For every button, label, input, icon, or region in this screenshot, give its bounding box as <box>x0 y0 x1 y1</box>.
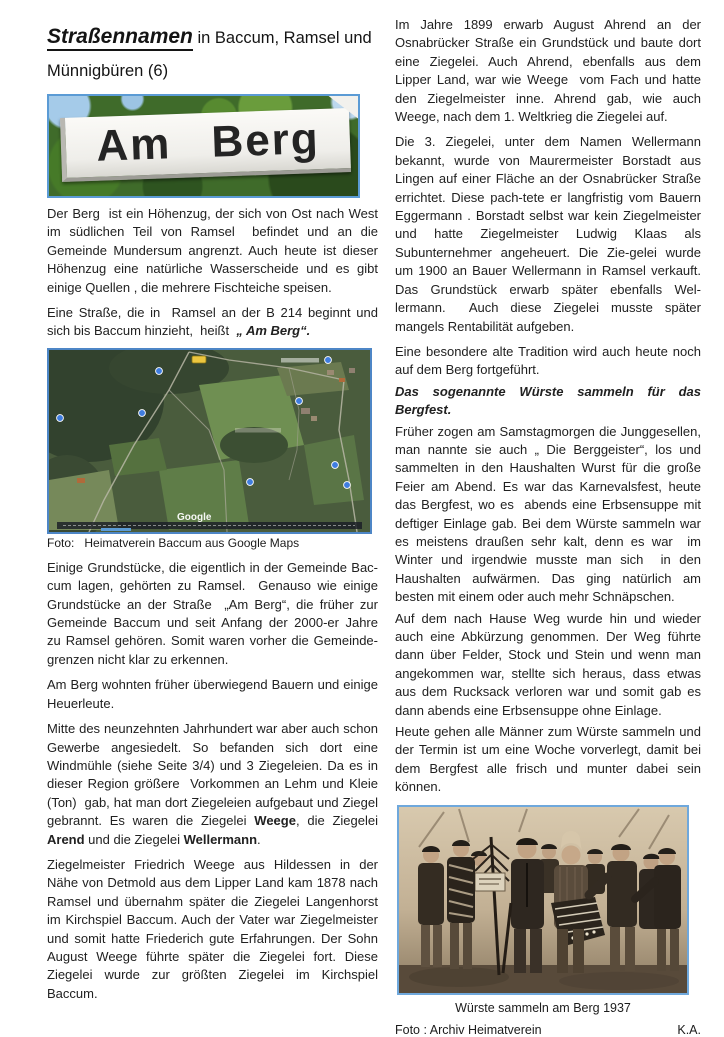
paragraph: Ziegelmeister Friedrich Weege aus Hildessen in der Nähe von Detmold aus dem Lipper Land kam 1878 nach Ramsel und übernahm später die Ziegelei Langenhorst im Kirchspiel Baccum. Auch der Vater war Ziegelmeister und somit hatte Friederich gute Erfahrungen. Der Sohn August Weege führte später die Ziegelei fort. Diese Ziegelei wurde zur größten Ziegelei im Kirchspiel Baccum. <box>47 856 382 1001</box>
paragraph: Am Berg wohnten früher überwiegend Bauern und einige Heuerleute. <box>47 677 382 711</box>
map-pin-icon <box>296 397 303 404</box>
map-pin-icon <box>156 367 163 374</box>
group-photo-illustration <box>397 805 689 995</box>
map-pin-icon <box>325 356 332 363</box>
paragraph: Früher zogen am Samstagmorgen die Junggesellen, man nannte sie auch „ Die Berggeister“, los und sammelten in den Haushalten Wurst für die große Feier am Abend. Es war das Karnevalsfest, heute das Bergfest, wo es abends eine Erbsensuppe mit deftiger Einlage gab. Bei dem Würste sammeln war es meistens draußen sehr kalt, denn es war im Winter und irgendwie musste man sich in den Haushalten aufwärmen. Das ging natürlich am besten mit einem oder auch mehr Schnäpschen. <box>395 423 705 605</box>
intro-paragraphs <box>47 205 382 341</box>
street-sign-text: Am Berg <box>95 114 321 171</box>
paragraph: Im Jahre 1899 erwarb August Ahrend an der Osnabrücker Straße ein Grundstück und baute dort eine Ziegelei. Auch Ahrend, ebenfalls aus dem Lipper Land, war wie Weege vom Fach und hatte den Ziegelmeister inne. Ahrend gab, wie auch Weege, nach dem 1. Weltkrieg die Ziegelei auf. <box>395 17 705 125</box>
aerial-map-image <box>47 348 372 534</box>
map-pin-icon <box>57 414 64 421</box>
paragraph: Auf dem nach Hause Weg wurde hin und wieder auch eine Abkürzung genommen. Der Weg führte dann über Felder, Stock und Stein und wenn man angekommen war, stellte sich heraus, dass etwas aus dem Rucksack verloren war und somit gab es dann abends eine Erbsensuppe ohne Einlage. <box>395 610 705 718</box>
paragraph: Die 3. Ziegelei, unter dem Namen Wellermann bekannt, wurde von Maurermeister Borstadt aus Lingen auf einer Fläche an der Osnabrücker Straße errichtet. Diese pach-tete er langfristig vom Bauern Eggermann . Borstadt selbst war kein Ziegelmeister und hatte Ziegelmeister Ludwig Klaas als Subunternehmer angeheuert. Die Zie-gelei wurde um 1900 an Bauer Wellermann in Ramsel verkauft. Das Grundstück erwarb später ebenfalls Wel-lermann. Auch diese Ziegelei musste später mangels Rentabilität aufgeben. <box>395 134 705 334</box>
photo-credit-row <box>395 1023 701 1037</box>
photo-credit: Foto : Archiv Heimatverein <box>395 1022 542 1037</box>
paragraph: Mitte des neunzehnten Jahrhundert war aber auch schon Gewerbe angesiedelt. So befanden sich dort eine Windmühle (siehe Seite 3/4) und 3 Ziegeleien. Da es in dieser Region größere Vorkommen an Lehm und Kleie (Ton) gab, hat man dort Ziegeleien aufgebaut und Ziegel gebrannt. Es waren die Ziegelei Weege, die Ziegelei Arend und die Ziegelei Wellermann. <box>47 721 382 847</box>
street-sign <box>60 108 351 182</box>
after-map-paragraphs <box>47 559 386 1003</box>
paragraph: Eine besondere alte Tradition wird auch heute noch auf dem Berg fortgeführt. <box>395 343 705 378</box>
map-label-mark <box>235 428 281 433</box>
map-caption: Foto: Heimatverein Baccum aus Google Maps <box>47 535 300 550</box>
paragraph: Der Berg ist ein Höhenzug, der sich von Ost nach West im südlichen Teil von Ramsel befindet und an die Gemeinde Mundersum angrenzt. Auch heute ist dieser Höhenzug eine natürliche Wasserscheide und es gibt einige Quellen , die mehrere Fischteiche speisen. <box>47 206 382 295</box>
map-pin-icon <box>332 461 339 468</box>
map-pin-icon <box>247 478 254 485</box>
paragraph: Heute gehen alle Männer zum Würste sammeln und der Termin ist um eine Woche vorverlegt, damit bei dem Bergfest alle frisch und munter dabei sein können. <box>395 724 705 795</box>
left-column <box>47 20 386 1010</box>
right-paragraphs <box>395 16 705 797</box>
paragraph: Eine Straße, die in Ramsel an der B 214 beginnt und sich bis Baccum hinzieht, heißt „ Am Berg“. <box>47 305 382 339</box>
map-pin-icon <box>139 409 146 416</box>
google-watermark: Google <box>177 511 212 523</box>
map-label-mark <box>281 358 319 363</box>
map-road-shield-icon <box>192 356 206 363</box>
map-pin-icon <box>344 481 351 488</box>
article-title-rest: in Baccum, Ramsel und Münnigbüren (6) <box>47 29 372 80</box>
pole-sign <box>475 873 505 891</box>
street-sign-photo <box>47 94 360 198</box>
right-column <box>395 16 705 1037</box>
subheading-bergfest: Das sogenannte Würste sammeln für das Bergfest. <box>395 383 705 418</box>
author-initials: K.A. <box>677 1022 701 1037</box>
paragraph: Einige Grundstücke, die eigentlich in der Gemeinde Bac-cum lagen, gehörten zu Ramsel. Genauso wie einige Grundstücke an der Straße „Am Berg“, die früher zur Gemeinde Baccum und seit Anfang der 2000-er Jahre zu Ramsel gehören. Somit waren vorher die Gemeinde-grenzen nicht klar zu erkennen. <box>47 559 386 667</box>
article-title-emphasis: Straßennamen <box>47 25 193 51</box>
photo-caption: Würste sammeln am Berg 1937 <box>455 1000 631 1015</box>
article-title <box>47 20 378 88</box>
